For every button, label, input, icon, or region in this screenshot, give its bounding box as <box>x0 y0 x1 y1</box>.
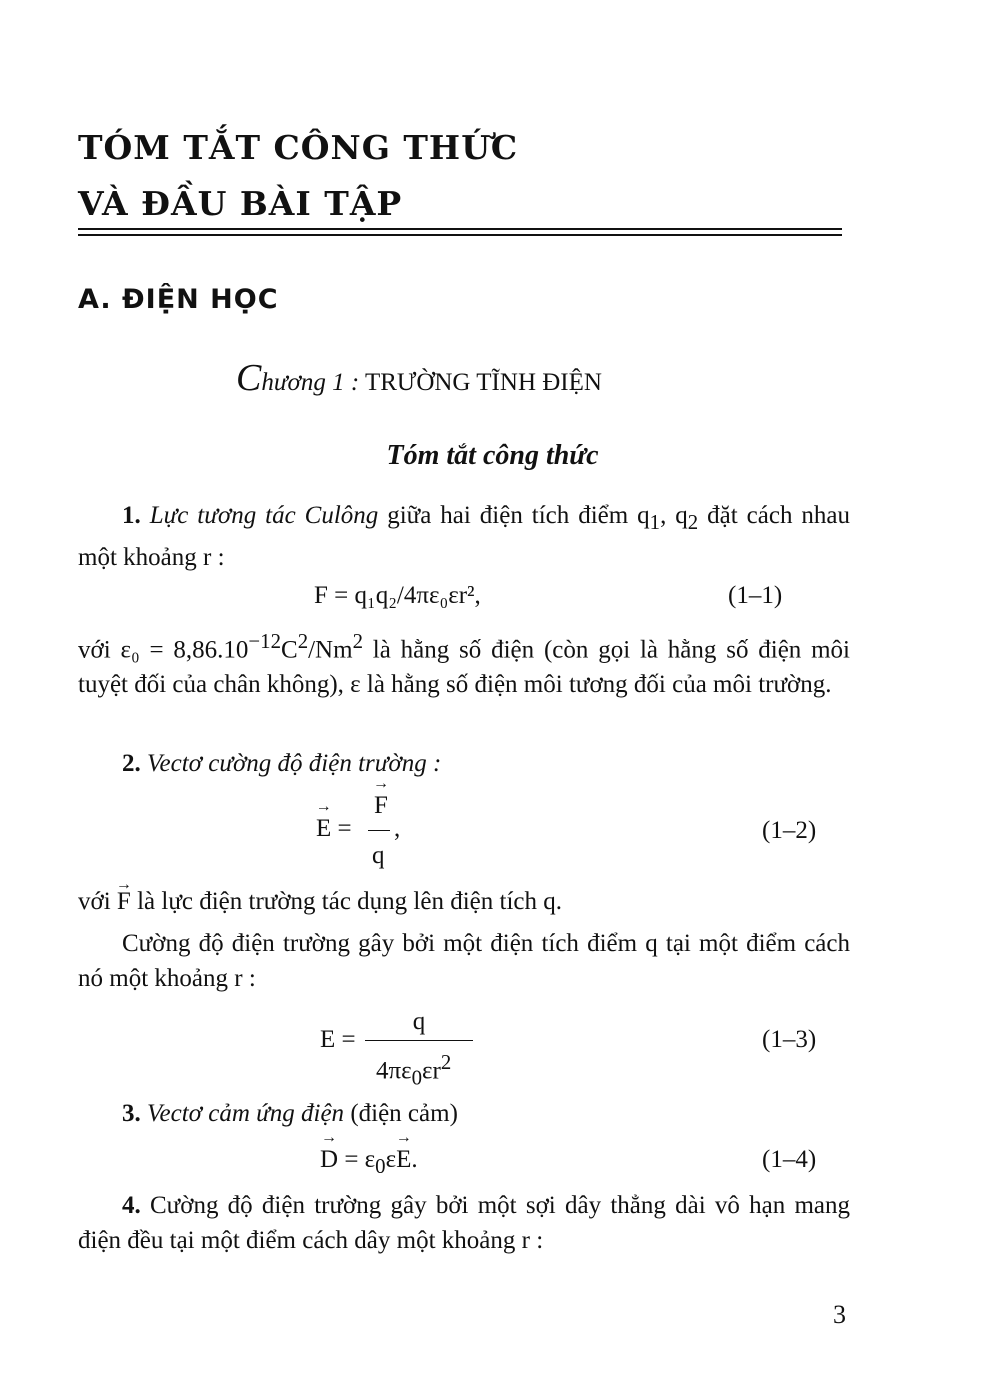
eq2-desc-text: là lực điện trường tác dụng lên điện tích q. <box>137 888 563 915</box>
eq1-desc-c: /Nm <box>308 636 353 664</box>
eq1-desc-b: C <box>281 636 298 664</box>
eq1-desc-d: là hằng số điện (còn gọi là hằng số điện môi tuyệt đối của chân không), ε là hằng số điện môi tương đối của môi trường. <box>78 636 850 699</box>
item-3-term: Vectơ cảm ứng điện <box>147 1100 345 1127</box>
item-3-number: 3. <box>122 1100 141 1127</box>
chapter-name: TRƯỜNG TĨNH ĐIỆN <box>364 369 602 396</box>
item-4 <box>78 1188 850 1258</box>
equation-1-3-fraction-bar <box>365 1040 473 1041</box>
equation-1-2-denominator: q <box>372 842 385 869</box>
equation-1-3: E = <box>320 1026 356 1053</box>
item-1-term: Lực tương tác Culông <box>149 502 379 529</box>
title-rule-top <box>78 228 842 230</box>
item-4-text: Cường độ điện trường gây bởi một sợi dây thẳng dài vô hạn mang điện đều tại một điểm cách dây một khoảng r : <box>78 1192 850 1254</box>
equation-1-2-numerator: → F <box>368 792 394 820</box>
section-heading: A. ĐIỆN HỌC <box>78 284 279 315</box>
point-charge-paragraph <box>78 926 850 996</box>
chapter-heading <box>236 356 602 400</box>
equation-1-3-label: (1–3) <box>762 1026 817 1053</box>
page-title-line-1: TÓM TẮT CÔNG THỨC <box>78 128 519 167</box>
chapter-prefix: hương 1 : <box>261 369 360 396</box>
page-title-line-2: VÀ ĐẦU BÀI TẬP <box>78 184 403 223</box>
equation-1-2-description: với → F là lực điện trường tác dụng lên điện tích q. <box>78 884 850 919</box>
item-1-text: giữa hai điện tích điểm q <box>387 502 650 529</box>
chapter-initial: C <box>236 357 262 399</box>
equation-1-3-denominator: $4\pi\varepsilon_0\varepsilon r^2$ <box>376 1050 452 1090</box>
equation-1-2-label: (1–2) <box>762 817 817 844</box>
eq1-desc-a: với ε₀ = 8,86.10 <box>78 636 249 664</box>
equation-1-2: → E = <box>316 815 352 843</box>
item-4-number: 4. <box>122 1192 141 1219</box>
equation-1-4-label: (1–4) <box>762 1146 817 1173</box>
item-2 <box>78 746 850 781</box>
item-3-rest: (điện cảm) <box>350 1100 458 1127</box>
equation-1-2-fraction-bar <box>368 830 390 831</box>
title-rule-bottom <box>78 234 842 236</box>
item-2-number: 2. <box>122 750 141 777</box>
item-2-term: Vectơ cường độ điện trường : <box>147 750 442 777</box>
equation-1-3-numerator: q <box>412 1008 426 1035</box>
equation-1-1-label: (1–1) <box>728 582 783 609</box>
page-number: 3 <box>833 1300 846 1329</box>
equation-1-4: → $D = \varepsilon_0\varepsilon\to E$. <box>320 1146 418 1179</box>
summary-heading: Tóm tắt công thức <box>386 440 599 471</box>
item-3 <box>78 1096 850 1131</box>
equation-1-1-description: với $\varepsilon_0 = 8,86.10^{-12}C^2/Nm^2$ là hằng số điện (còn gọi là hằng số điện môi tuyệt đối của chân không), ε là hằng số điện môi tương đối của môi trường. <box>78 629 850 699</box>
equation-1-2-comma: , <box>394 815 401 842</box>
equation-1-1: F = q₁q₂/4πε₀εr², <box>314 582 481 609</box>
item-1: 1. Lực tương tác Culông giữa hai điện tích điểm $q_1$, $q_2$ đặt cách nhau một khoảng r : <box>78 502 850 571</box>
point-charge-text: Cường độ điện trường gây bởi một điện tích điểm q tại một điểm cách nó một khoảng r : <box>78 930 850 992</box>
item-1-text-b: cách nhau một khoảng r : <box>78 502 850 571</box>
item-1-number: 1. <box>122 502 141 529</box>
